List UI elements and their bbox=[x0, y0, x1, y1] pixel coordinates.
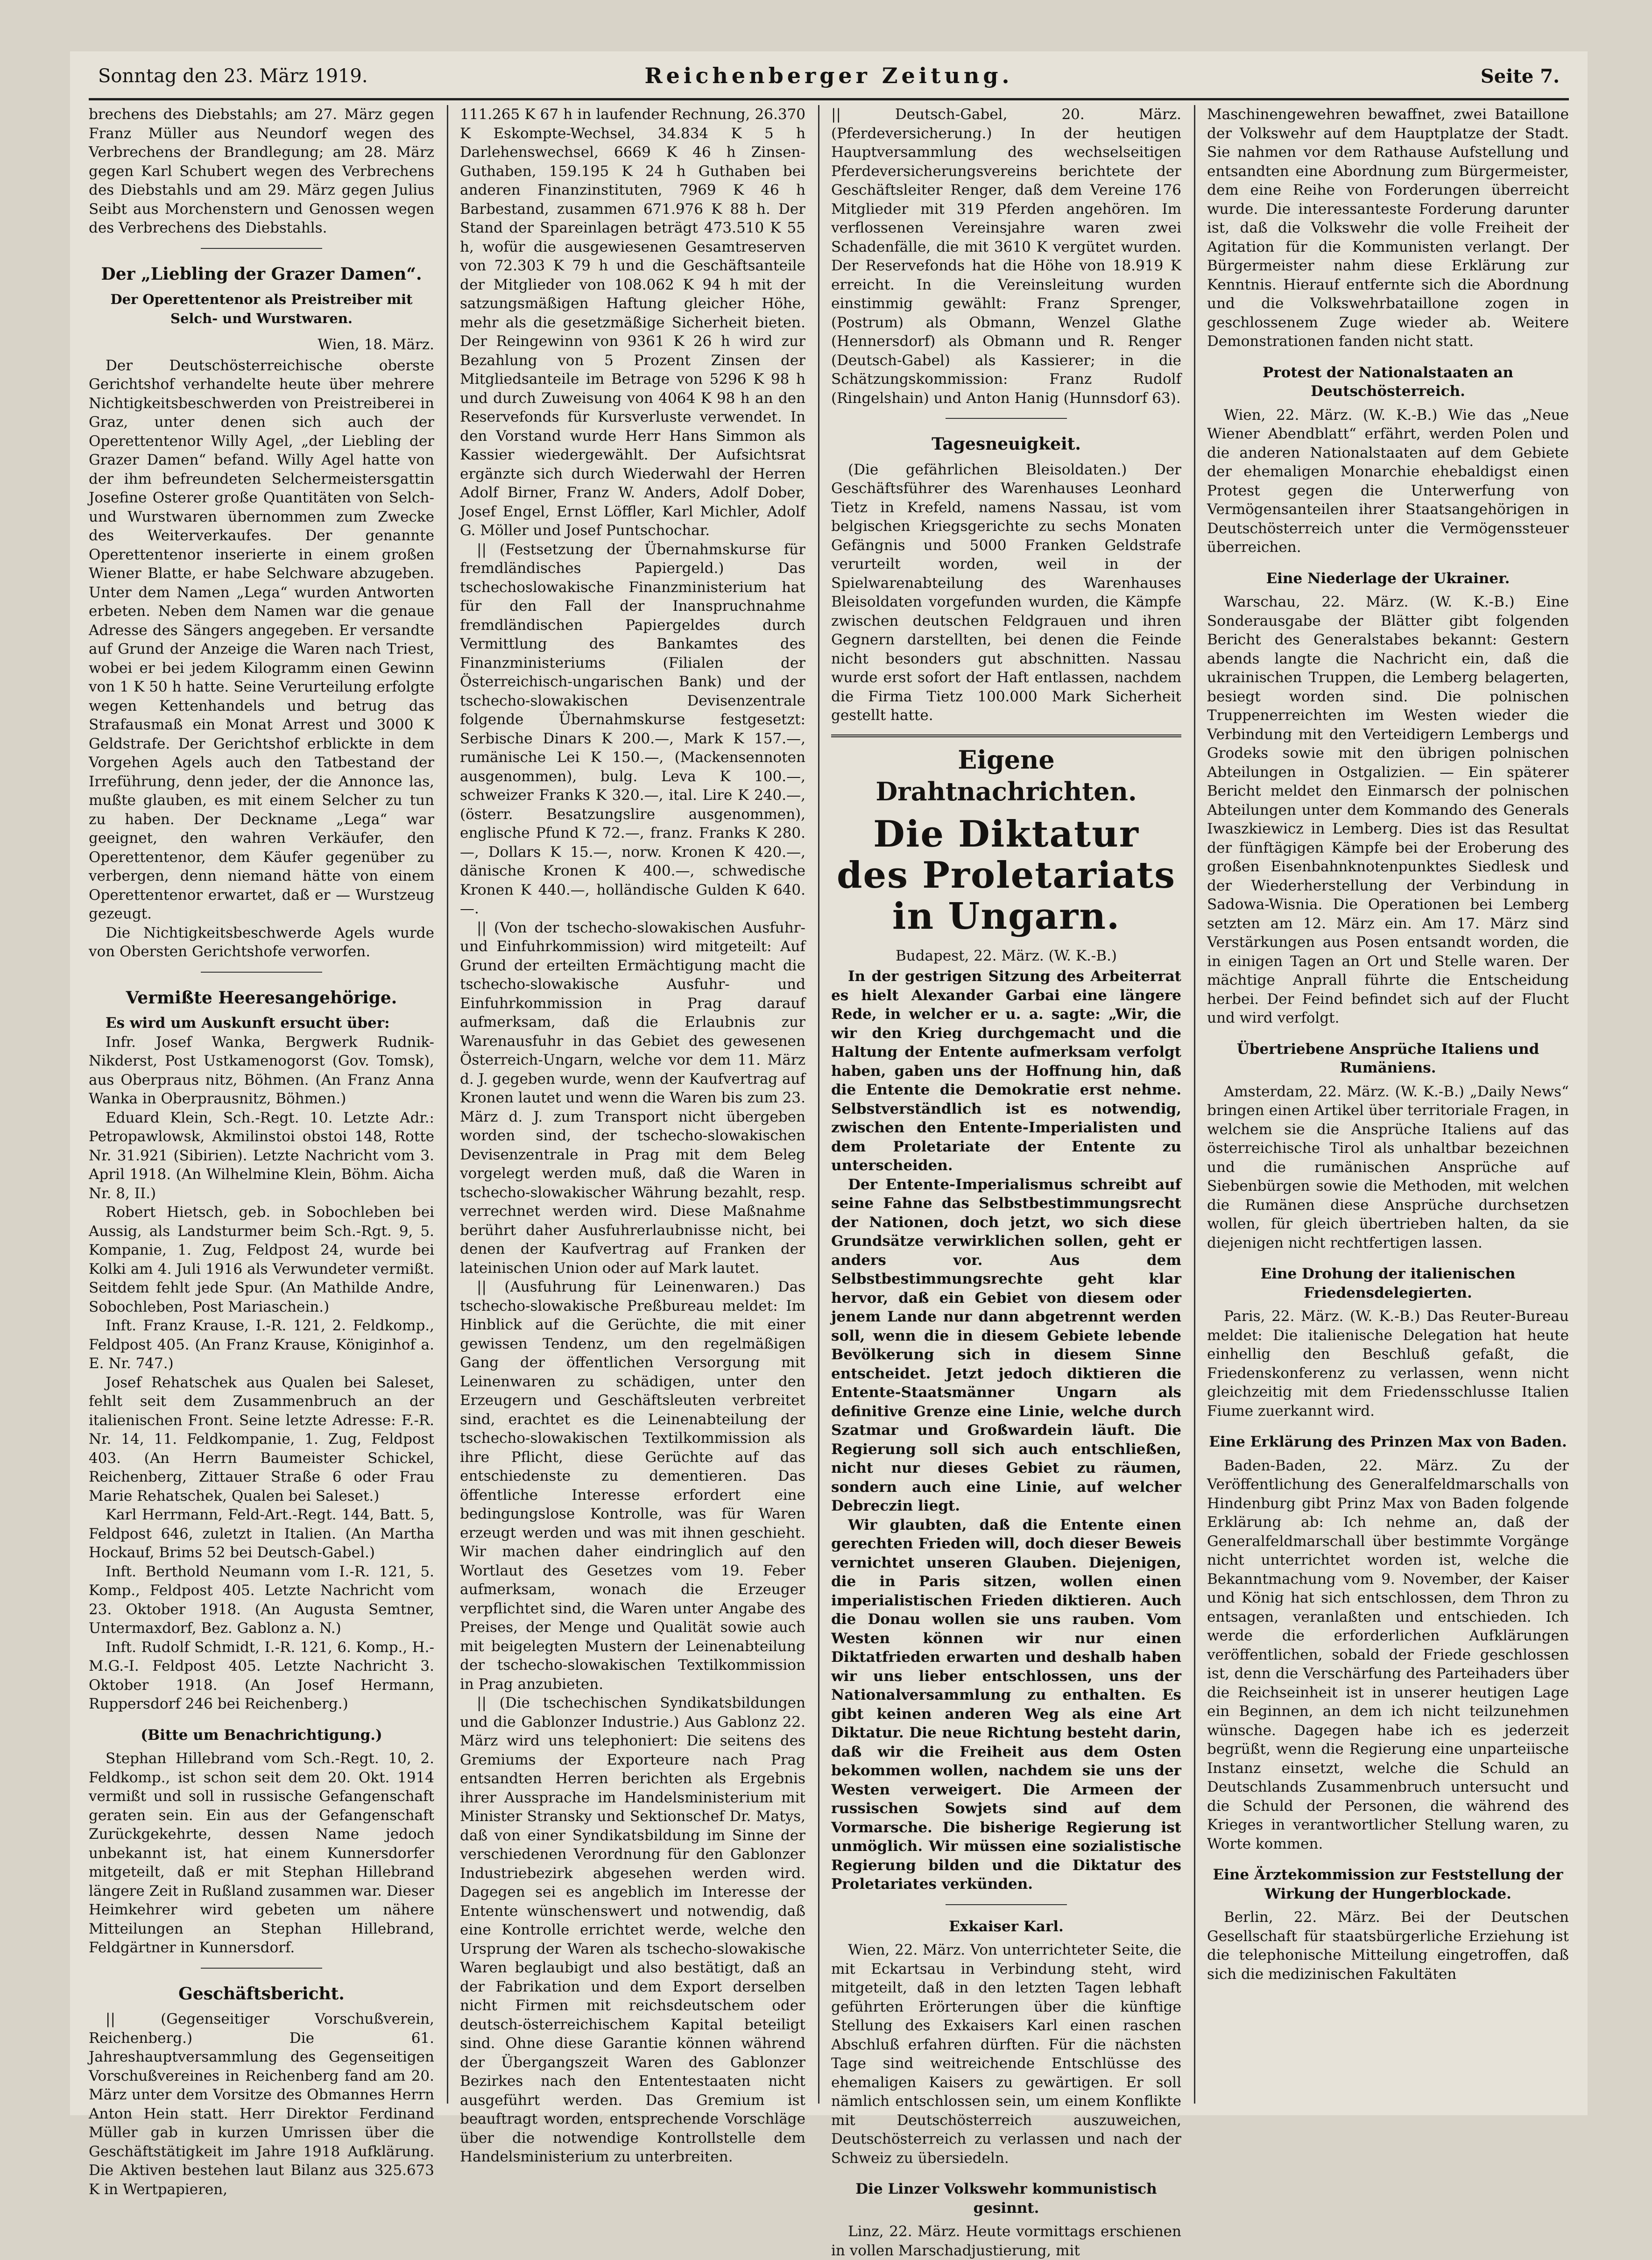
missing-entry: Inft. Rudolf Schmidt, I.-R. 121, 6. Komp., H.-M.G.-I. Feldpost 405. Letzte Nachricht 3. Oktober 1918. (An Josef Hermann, Ruppersdorf 246 bei Reichenberg.) bbox=[89, 1638, 434, 1712]
article-heading: Eine Drohung der italienischen Friedensdelegierten. bbox=[1260, 1265, 1516, 1301]
article-heading: Protest der Nationalstaaten an Deutschösterreich. bbox=[1263, 364, 1513, 400]
article-body: In der gestrigen Sitzung des Arbeiterrat es hielt Alexander Garbai eine längere Rede, in welcher er u. a. sagte: „Wir, die wir den Krieg durchgemacht und die Haltung der Entente aufmerksam verfolgt haben, gaben uns der Hoffnung hin, daß die Entente die Demokratie erst nehme. Selbstverständlich ist es notwendig, zwischen den Entente-Imperialisten und dem Proletariate der Entente zu unterscheiden. bbox=[831, 968, 1181, 1174]
column-3 bbox=[831, 105, 1181, 2259]
missing-entry: Robert Hietsch, geb. in Sobochleben bei Aussig, als Landsturmer beim Sch.-Rgt. 9, 5. Kompanie, 1. Zug, Feldpost 24, wurde bei Kolki am 4. Juli 1916 als Verwundeter vermißt. Seitdem fehlt jede Spur. (An Mathilde Andre, Sobochleben, Post Mariaschein.) bbox=[89, 1204, 434, 1315]
article-body: || Deutsch-Gabel, 20. März. (Pferdeversicherung.) In der heutigen Hauptversammlung des wechselseitigen Pferdeversicherungsvereins berichtete der Geschäftsleiter Renger, daß dem Vereine 176 Mitglieder mit 319 Pferden angehören. Im verflossenen Vereinsjahre waren zwei Schadenfälle, die mit 3610 K vergütet wurden. Der Reservefonds hat die Höhe von 18.919 K erreicht. In die Vereinsleitung wurden einstimmig gewählt: Franz Sprenger, (Postrum) als Obmann, Wenzel Glathe (Hennersdorf) als Obmann und R. Renger (Deutsch-Gabel) als Kassierer; in die Schätzungskommission: Franz Rudolf (Ringelshain) und Anton Hanig (Hunnsdorf 63). bbox=[831, 106, 1181, 407]
column-2 bbox=[460, 105, 805, 2165]
missing-entry: Infr. Josef Wanka, Bergwerk Rudnik-Nikderst, Post Ustkamenogorst (Gov. Tomsk), aus Oberpraus nitz, Böhmen. (An Franz Anna Wanka in Oberprausnitz, Böhmen.) bbox=[89, 1033, 434, 1107]
separator bbox=[201, 1968, 322, 1969]
article-subheading: Der Operettentenor als Preistreiber mit Selch- und Wurstwaren. bbox=[110, 291, 413, 326]
article-heading: Eine Niederlage der Ukrainer. bbox=[1266, 570, 1510, 587]
article-continuation: brechens des Diebstahls; am 27. März gegen Franz Müller aus Neundorf wegen des Verbrechens der Brandlegung; am 28. März gegen Karl Schubert wegen des Verbrechens des Diebstahls und am 29. März gegen Julius Seibt aus Morchenstern und Genossen wegen des Verbrechens des Diebstahls. bbox=[89, 106, 434, 236]
article-continuation: Maschinengewehren bewaffnet, zwei Bataillone der Volkswehr auf dem Hauptplatze der Stadt. Sie nahmen vor dem Rathause Aufstellung und entsandten eine Abordnung zum Bürgermeister, dem eine Reihe von Forderungen überreicht wurde. Die interessanteste Forderung darunter ist, daß die Volkswehr die volle Freiheit der Agitation für die Kommunisten verlangt. Der Bürgermeister nahm diese Erklärung zur Kenntnis. Hierauf entfernte sich die Abordnung und die Volkswehrbataillone zogen in geschlossenem Zuge wieder ab. Weitere Demonstrationen fanden nicht statt. bbox=[1207, 106, 1569, 350]
article-body: || (Von der tschecho-slowakischen Ausfuhr- und Einfuhrkommission) wird mitgeteilt: Auf Grund der erteilten Ermächtigung macht die tschecho-slowakische Ausfuhr- und Einfuhrkommission in Prag darauf aufmerksam, daß die Erlaubnis zur Warenausfuhr in das Gebiet des gewesenen Österreich-Ungarn, welche vor dem 11. März d. J. gegeben wurde, wenn der Kaufvertrag auf Kronen lautet und wenn die Waren bis zum 23. März d. J. zum Transport nicht übergeben worden sind, der tschecho-slowakischen Devisenzentrale in Prag mit dem Beleg vorgelegt werden muß, daß die Waren in tschecho-slowakischer Währung bezahlt, resp. verrechnet werden wird. Diese Maßnahme berührt daher Ausfuhrerlaubnisse nicht, bei denen der Kaufvertrag auf Franken der lateinischen Union oder auf Mark lautet. bbox=[460, 919, 805, 1277]
article-heading: Übertriebene Ansprüche Italiens und Rumäniens. bbox=[1236, 1040, 1539, 1076]
article-body: Baden-Baden, 22. März. Zu der Veröffentlichung des Generalfeldmarschalls von Hindenburg gibt Prinz Max von Baden folgende Erklärung ab: Ich nehme an, daß der Generalfeldmarschall über bestimmte Vorgänge nicht unterrichtet worden ist, welche die Bekanntmachung vom 9. November, der Kaiser und König hat sich entschlossen, dem Thron zu entsagen, veranlaßten und entschieden. Ich werde die erforderlichen Aufklärungen veröffentlichen, sobald der Friede geschlossen ist, denn die Verschärfung des Parteihaders über die Reichseinheit ist in unserer heutigen Lage ein Beginnen, an dem ich nicht teilzunehmen wünsche. Dagegen habe ich es jederzeit begrüßt, wenn die Regierung eine unparteiische Instanz einsetzt, welche die Schuld an Deutschlands Zusammenbruch untersucht und die Schuld der Personen, die während des Krieges in verantwortlicher Stellung waren, zu Worte kommen. bbox=[1207, 1457, 1569, 1852]
section-heading: Tagesneuigkeit. bbox=[932, 434, 1081, 454]
column-divider bbox=[1194, 105, 1195, 2104]
article-body: Wien, 22. März. Von unterrichteter Seite, die mit Eckartsau in Verbindung steht, wird mitgeteilt, daß in den letzten Tagen lebhaft geführten Erörterungen über die künftige Stellung des Exkaisers Karl einen raschen Abschluß erfahren dürften. Für die nächsten Tage sind weitreichende Entschlüsse des ehemaligen Kaisers zu gewärtigen. Er soll nämlich entschlossen sein, um einem Konflikte mit Deutschösterreich auszuweichen, Deutschösterreich zu verlassen und nach der Schweiz zu übersiedeln. bbox=[831, 1942, 1181, 2167]
article-body: Die Nichtigkeitsbeschwerde Agels wurde von Obersten Gerichtshofe verworfen. bbox=[89, 924, 434, 960]
page-number: Seite 7. bbox=[1480, 65, 1560, 87]
masthead bbox=[70, 61, 1588, 98]
missing-entry: Eduard Klein, Sch.-Regt. 10. Letzte Adr.: Petropawlowsk, Akmilinstoi obstoi 148, Rotte Nr. 31.921 (Sibirien). Letzte Nachricht vom 3. April 1918. (An Wilhelmine Klein, Böhm. Aicha Nr. 8, II.) bbox=[89, 1109, 434, 1202]
separator bbox=[946, 418, 1067, 419]
section-banner: Eigene Drahtnachrichten. bbox=[875, 744, 1137, 806]
article-body: Warschau, 22. März. (W. K.-B.) Eine Sonderausgabe der Blätter gibt folgenden Bericht des Generalstabes bekannt: Gestern abends langte die Nachricht ein, daß die ukrainischen Truppen, die Lemberg belagerten, besiegt worden sind. Die polnischen Truppenerreichten im Westen wieder die Verbindung mit den Verteidigern Lembergs und Grodeks sowie mit den übrigen polnischen Abteilungen in Ostgalizien. — Ein späterer Bericht meldet den Einmarsch der polnischen Abteilungen unter dem Kommando des Generals Iwaszkiewicz in Lemberg. Dies ist das Resultat der fünftägigen Kämpfe bei der Eroberung des großen Eisenbahnknotenpunktes Siedlesk und der Wiederherstellung der Verbindung in Sadowa-Wisnia. Die Operationen bei Lemberg setzten am 12. März ein. Am 17. März sind Verstärkungen aus Posen entsandt worden, die in einigen Tagen an Ort und Stelle waren. Der mächtige Anprall führte die Entscheidung herbei. Der Feind befindet sich auf der Flucht und wird verfolgt. bbox=[1207, 593, 1569, 1026]
section-heading: Geschäftsbericht. bbox=[178, 1984, 345, 2004]
article-heading: Exkaiser Karl. bbox=[949, 1918, 1064, 1935]
column-1 bbox=[89, 105, 434, 2198]
missing-entry: Karl Herrmann, Feld-Art.-Regt. 144, Batt. 5, Feldpost 646, zuletzt in Italien. (An Martha Hockauf, Brims 52 bei Deutsch-Gabel.) bbox=[89, 1506, 434, 1561]
article-heading: Eine Ärztekommission zur Feststellung der Wirkung der Hungerblockade. bbox=[1213, 1866, 1563, 1902]
missing-entry: Inft. Berthold Neumann vom I.-R. 121, 5. Komp., Feldpost 405. Letzte Nachricht vom 23. Oktober 1918. (An Augusta Semtner, Untermaxdorf, Bez. Gablonz a. N.) bbox=[89, 1563, 434, 1637]
missing-entry: Inft. Franz Krause, I.-R. 121, 2. Feldkomp., Feldpost 405. (An Franz Krause, Königinhof a. E. Nr. 747.) bbox=[89, 1317, 434, 1372]
article-body: || (Die tschechischen Syndikatsbildungen und die Gablonzer Industrie.) Aus Gablonz 22. März wird uns telephoniert: Die seitens des Gremiums der Exporteure nach Prag entsandten Herren berichten als Ergebnis ihrer Aussprache im Handelsministerium mit Minister Stransky und Sektionschef Dr. Matys, daß von einer Syndikatsbildung im Sinne der verschiedenen Verordnung für den Gablonzer Industriebezirk abgesehen werden wird. Dagegen sei es angeblich im Interesse der Entente wünschenswert und notwendig, daß eine Kontrolle errichtet werde, welche den Ursprung der Waren als tschecho-slowakische Waren beglaubigt und also bestätigt, daß an der Fabrikation und dem Export derselben nicht Firmen mit reichsdeutschem oder deutsch-österreichischem Kapital beteiligt sind. Ohne diese Garantie können während der Übergangszeit Waren des Gablonzer Bezirkes nach den Ententestaaten nicht ausgeführt werden. Das Gremium ist beauftragt worden, entsprechende Vorschläge über die notwendige Kontrollstelle dem Handelsministerium zu unterbreiten. bbox=[460, 1695, 805, 2165]
article-body: Berlin, 22. März. Bei der Deutschen Gesellschaft für staatsbürgerliche Erziehung ist die telephonische Mitteilung eingetroffen, daß sich die medizinischen Fakultäten bbox=[1207, 1909, 1569, 1983]
section-heading: Vermißte Heeresangehörige. bbox=[126, 988, 397, 1008]
article-body: Wien, 22. März. (W. K.-B.) Wie das „Neue Wiener Abendblatt“ erfährt, werden Polen und die anderen Nationalstaaten auf dem Gebiete der ehemaligen Monarchie ehebaldigst einen Protest gegen die Unterwerfung von Vermögensanteilen ihrer Staatsangehörigen in Deutschösterreich unter die Vermögenssteuer überreichen. bbox=[1207, 406, 1569, 556]
notice-heading: (Bitte um Benachrichtigung.) bbox=[141, 1726, 382, 1744]
article-body: Paris, 22. März. (W. K.-B.) Das Reuter-Bureau meldet: Die italienische Delegation hat heute einhellig den Beschluß gefaßt, die Friedenskonferenz zu verlassen, wenn nicht gleichzeitig mit dem Friedensschlusse Italien Fiume zuerkannt wird. bbox=[1207, 1308, 1569, 1420]
newspaper-title: Reichenberger Zeitung. bbox=[644, 63, 1013, 88]
article-continuation: 111.265 K 67 h in laufender Rechnung, 26.370 K Eskompte-Wechsel, 34.834 K 5 h Darlehenswechsel, 6669 K 46 h Zinsen-Guthaben, 159.195 K 24 h Guthaben bei anderen Finanzinstituten, 7969 K 46 h Barbestand, zusammen 671.976 K 88 h. Der Stand der Spareinlagen beträgt 473.510 K 55 h, wofür die ausgewiesenen Gesamtreserven von 72.303 K 79 h und die Geschäftsanteile der Mitglieder von 108.062 K 94 h mit der satzungsmäßigen Haftung gleicher Höhe, mehr als die gesetzmäßige Sicherheit bieten. Der Reingewinn von 9361 K 26 h wird zur Bezahlung von 5 Prozent Zinsen der Mitgliedsanteile im Betrage von 5296 K 98 h und durch Zuweisung von 4064 K 98 h an den Reservefonds für Kursverluste verwendet. In den Vorstand wurde Herr Hans Simmon als Kassier wiedergewählt. Der Aufsichtsrat ergänzte sich durch Wiederwahl der Herren Adolf Birner, Franz W. Anders, Adolf Dober, Josef Engel, Ernst Löffler, Karl Michler, Adolf G. Möller und Josef Puntschochar. bbox=[460, 106, 805, 539]
separator bbox=[201, 248, 322, 249]
missing-entry: Josef Rehatschek aus Qualen bei Saleset, fehlt seit dem Zusammenbruch an der italienischen Front. Seine letzte Adresse: F.-R. Nr. 14, 11. Feldkompanie, 1. Zug, Feldpost 403. (An Herrn Baumeister Schickel, Reichenberg, Zittauer Straße 6 oder Frau Marie Rehatschek, Qualen bei Saleset.) bbox=[89, 1374, 434, 1504]
separator bbox=[946, 1904, 1067, 1905]
article-body: || (Gegenseitiger Vorschußverein, Reichenberg.) Die 61. Jahreshauptversammlung des Gegenseitigen Vorschußvereines in Reichenberg fand am 20. März unter dem Vorsitze des Obmannes Herrn Anton Hein statt. Herr Direktor Ferdinand Müller gab in kurzen Umrissen über die Geschäftstätigkeit im Jahre 1918 Aufklärung. Die Aktiven bestehen laut Bilanz aus 325.673 K in Wertpapieren, bbox=[89, 2011, 434, 2198]
article-heading: Die Linzer Volkswehr kommunistisch gesinnt. bbox=[855, 2181, 1157, 2217]
dateline: Wien, 18. März. bbox=[318, 336, 434, 353]
article-body: Amsterdam, 22. März. (W. K.-B.) „Daily News“ bringen einen Artikel über territoriale Fragen, in welchem sie die Ansprüche Italiens auf das österreichische Tirol als unhaltbar bezeichnen und die rumänischen Ansprüche auf Siebenbürgen sowie die Methoden, mit welchen die Rumänen diese Ansprüche durchsetzen wollen, für gleich übertrieben halten, da sie diejenigen nicht rechtfertigen lassen. bbox=[1207, 1083, 1569, 1251]
column-divider bbox=[818, 105, 819, 2104]
separator bbox=[831, 734, 1181, 737]
article-body: Linz, 22. März. Heute vormittags erschienen in vollen Marschadjustierung, mit bbox=[831, 2223, 1181, 2259]
article-body: || (Ausfuhrung für Leinenwaren.) Das tschecho-slowakische Preßbureau meldet: Im Hinblick auf die Gerüchte, die mit einer gewissen Tendenz, um den regelmäßigen Gang der öffentlichen Versorgung mit Leinenwaren zu schädigen, unter den Erzeugern und Geschäftsleuten verbreitet sind, erachtet es die Leinenabteilung der tschecho-slowakischen Textilkommission als ihre Pflicht, diese Gerüchte auf das entschiedenste zu dementieren. Das öffentliche Interesse erfordert eine bedingungslose Kontrolle, was für Waren erzeugt werden und was mit ihnen geschieht. Wir machen daher eindringlich auf den Wortlaut des Gesetzes vom 19. Feber aufmerksam, wonach die Erzeuger verpflichtet sind, die Waren unter Angabe des Preises, der Menge und Qualität sowie auch mit beigelegten Mustern der Leinenabteilung der tschecho-slowakischen Textilkommission in Prag anzubieten. bbox=[460, 1278, 805, 1693]
dateline: Budapest, 22. März. (W. K.-B.) bbox=[895, 947, 1117, 964]
separator bbox=[201, 972, 322, 973]
masthead-rule bbox=[89, 98, 1569, 100]
column-divider bbox=[447, 105, 448, 2104]
column-4 bbox=[1207, 105, 1569, 2104]
article-body: (Die gefährlichen Bleisoldaten.) Der Geschäftsführer des Warenhauses Leonhard Tietz in Krefeld, namens Nassau, ist vom belgischen Kriegsgerichte zu sechs Monaten Gefängnis und 5000 Franken Geldstrafe verurteilt worden, weil in der Spielwarenabteilung des Warenhauses Bleisoldaten vorgefunden wurden, die Kämpfe zwischen deutschen Feldgrauen und ihren Gegnern darstellten, bei denen die Feinde nicht besonders gut abschnitten. Nassau wurde erst sofort der Haft entlassen, nachdem die Firma Tietz 100.000 Mark Sicherheit gestellt hatte. bbox=[831, 461, 1181, 724]
notice-body: Stephan Hillebrand vom Sch.-Regt. 10, 2. Feldkomp., ist schon seit dem 20. Okt. 1914 vermißt und soll in russische Gefangenschaft geraten sein. Ein aus der Gefangenschaft Zurückgekehrte, dessen Name jedoch unbekannt ist, hat einem Kunnersdorfer mitgeteilt, daß er mit Stephan Hillebrand längere Zeit in Rußland zusammen war. Dieser Heimkehrer wird gebeten um nähere Mitteilungen an Stephan Hillebrand, Feldgärtner in Kunnersdorf. bbox=[89, 1750, 434, 1956]
article-heading: Eine Erklärung des Prinzen Max von Baden. bbox=[1209, 1434, 1567, 1450]
article-heading: Der „Liebling der Grazer Damen“. bbox=[101, 264, 422, 284]
article-body: Der Entente-Imperialismus schreibt auf seine Fahne das Selbstbestimmungsrecht der Nationen, doch jetzt, wo sich diese Grundsätze verwirklichen sollen, geht er anders vor. Aus dem Selbstbestimmungsrechte geht klar hervor, daß ein Gebiet von diesem oder jenem Lande nur dann abgetrennt werden soll, wenn die in diesem Gebiete lebende Bevölkerung sich in diesem Sinne entscheidet. Jetzt jedoch diktieren die Entente-Staatsmänner Ungarn als definitive Grenze eine Linie, welche durch Szatmar und Großwardein läuft. Die Regierung soll sich auch entschließen, nicht nur dieses Gebiet zu räumen, sondern auch eine Linie, auf welcher Debreczin liegt. bbox=[831, 1176, 1181, 1514]
newspaper-page bbox=[70, 51, 1588, 2259]
headline: Die Diktatur des Proletariats in Ungarn. bbox=[836, 812, 1176, 938]
article-body: Der Deutschösterreichische oberste Gerichtshof verhandelte heute über mehrere Nichtigkeitsbeschwerden von Preistreiberei in Graz, unter denen sich auch der Operettentenor Willy Agel, „der Liebling der Grazer Damen“ befand. Willy Agel hatte von der ihm befreundeten Selchermeistersgattin Josefine Osterer große Quantitäten von Selch- und Wurstwaren übernommen zum Zwecke des Weiterverkaufes. Der genannte Operettentenor inserierte in einem großen Wiener Blatte, er habe Selchware abzugeben. Unter dem Namen „Lega“ wurden Antworten erbeten. Neben dem Namen war die genaue Adresse des Sängers angegeben. Er versandte auf Grund der Anzeige die Waren nach Triest, wobei er bei jedem Kilogramm einen Gewinn von 1 K 50 h hatte. Seine Verurteilung erfolgte wegen Kettenhandels und betrug das Strafausmaß ein Monat Arrest und 3000 K Geldstrafe. Der Gerichtshof erblickte in dem Vorgehen Agels auch den Tatbestand der Irreführung, denn jeder, der die Annonce las, mußte glauben, es mit einem Selcher zu tun zu haben. Der Deckname „Lega“ war geeignet, den wahren Verkäufer, den Operettentenor, dem Käufer gegenüber zu verbergen, denn niemand hätte von einem Operettentenor erwartet, daß er — Wurstzeug gezeugt. bbox=[89, 357, 434, 922]
issue-date: Sonntag den 23. März 1919. bbox=[98, 65, 368, 87]
article-body: Wir glaubten, daß die Entente einen gerechten Frieden will, doch dieser Beweis vernichtet unseren Glauben. Diejenigen, die in Paris sitzen, wollen einen imperialistischen Frieden diktieren. Auch die Donau wollen sie uns rauben. Vom Westen können wir nur einen Diktatfrieden erwarten und deshalb haben wir uns lieber entschlossen, uns der Nationalversammlung zu enthalten. Es gibt keinen anderen Weg als eine Art Diktatur. Die neue Richtung besteht darin, daß wir die Freiheit aus dem Osten bekommen wollen, nachdem sie uns der Westen verweigert. Die Armeen der russischen Sowjets sind auf dem Vormarsche. Die bisherige Regierung ist unmöglich. Wir müssen eine sozialistische Regierung bilden und die Diktatur des Proletariates verkünden. bbox=[831, 1516, 1181, 1893]
article-body: || (Festsetzung der Übernahmskurse für fremdländisches Papiergeld.) Das tschechoslowakische Finanzministerium hat für den Fall der Inanspruchnahme fremdländischen Papiergeldes durch Vermittlung des Bankamtes des Finanzministeriums (Filialen der Österreichisch-ungarischen Bank) und der tschecho-slowakischen Devisenzentrale folgende Übernahmskurse festgesetzt: Serbische Dinars K 200.—, Mark K 157.—, rumänische Lei K 150.—, (Mackensennoten ausgenommen), bulg. Leva K 100.—, schweizer Franks K 320.—, ital. Lire K 240.—, (österr. Besatzungslire ausgenommen), englische Pfund K 72.—, franz. Franks K 280.—, Dollars K 15.—, norw. Kronen K 420.—, dänische Kronen K 400.—, schwedische Kronen K 440.—, holländische Gulden K 640.—. bbox=[460, 541, 805, 917]
section-intro: Es wird um Auskunft ersucht über: bbox=[106, 1015, 390, 1031]
